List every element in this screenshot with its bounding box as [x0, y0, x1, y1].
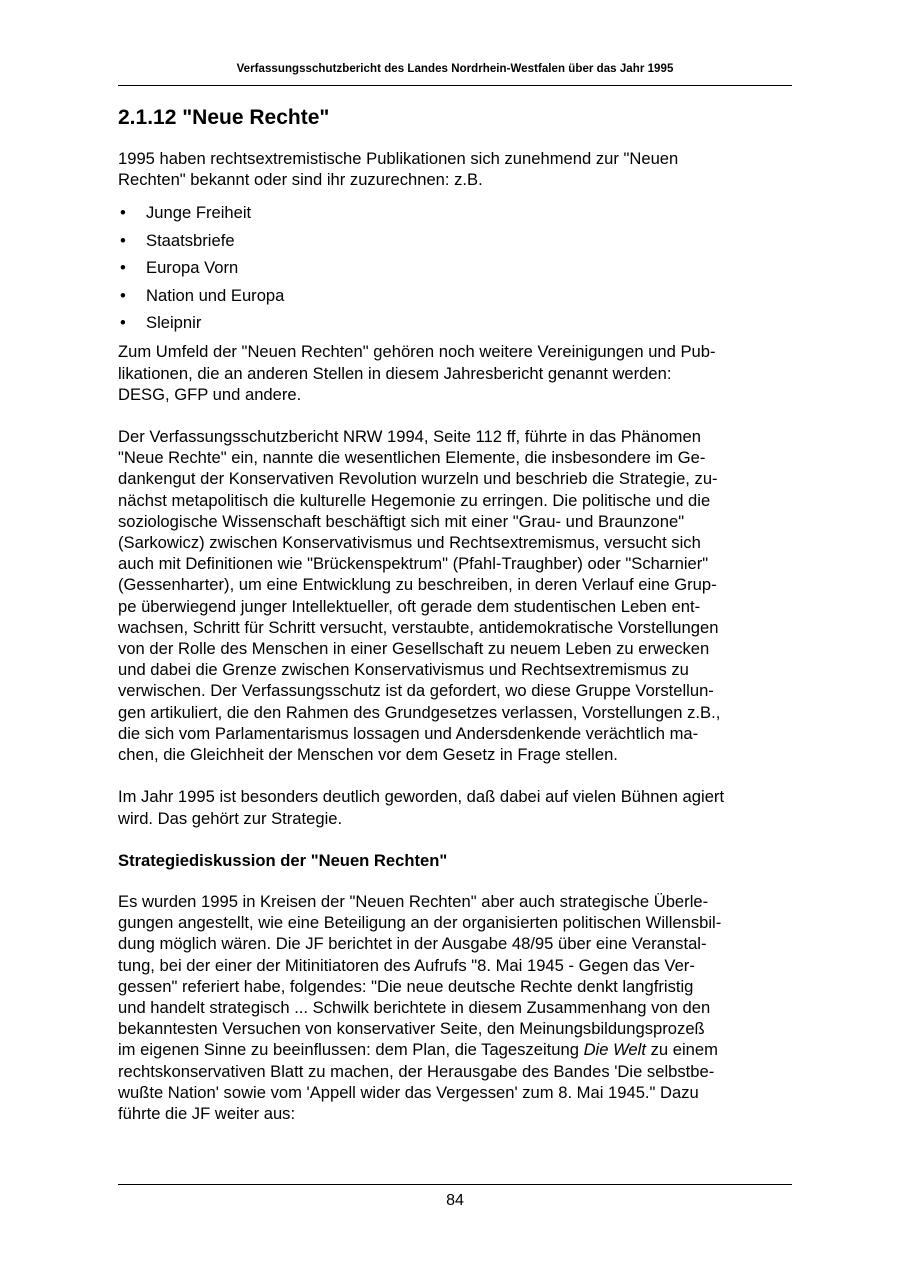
list-item-label: Staatsbriefe: [146, 230, 235, 250]
environment-paragraph: [118, 341, 792, 405]
text-line: gen artikuliert, die den Rahmen des Grundgesetzes verlassen, Vorstellungen z.B.,: [118, 702, 721, 722]
bullet-icon: •: [120, 313, 126, 333]
text-line: DESG, GFP und andere.: [118, 384, 302, 404]
bullet-icon: •: [120, 258, 126, 278]
bullet-icon: •: [120, 230, 126, 250]
section-title: 2.1.12 "Neue Rechte": [118, 106, 330, 129]
text-line: gungen angestellt, wie eine Beteiligung an der organisierten politischen Willensbil-: [118, 913, 722, 933]
list-item-label: Nation und Europa: [146, 285, 285, 305]
text-line: gessen" referiert habe, folgendes: "Die neue deutsche Rechte denkt langfristig: [118, 976, 694, 996]
text-line: likationen, die an anderen Stellen in diesem Jahresbericht genannt werden:: [118, 363, 672, 383]
text-line: wachsen, Schritt für Schritt versucht, verstaubte, antidemokratische Vorstellungen: [118, 617, 719, 637]
text-line: dung möglich wären. Die JF berichtet in der Ausgabe 48/95 über eine Veranstal-: [118, 934, 707, 954]
list-item-label: Junge Freiheit: [146, 203, 252, 223]
list-item: [118, 254, 792, 281]
text-line: dankengut der Konservativen Revolution wurzeln und beschrieb die Strategie, zu-: [118, 469, 718, 489]
bullet-icon: •: [120, 285, 126, 305]
strategy-paragraph: [118, 891, 792, 1124]
text-line: Rechten" bekannt oder sind ihr zuzurechnen: z.B.: [118, 170, 483, 190]
text-line: Es wurden 1995 in Kreisen der "Neuen Rechten" aber auch strategische Überle-: [118, 891, 709, 911]
list-item: [118, 199, 792, 226]
text-line: wußte Nation' sowie vom 'Appell wider das Vergessen' zum 8. Mai 1945." Dazu: [118, 1082, 699, 1102]
text-line: Zum Umfeld der "Neuen Rechten" gehören noch weitere Vereinigungen und Pub-: [118, 342, 716, 362]
text-line: rechtskonservativen Blatt zu machen, der Herausgabe des Bandes 'Die selbstbe-: [118, 1061, 715, 1081]
text-line: von der Rolle des Menschen in einer Gesellschaft zu neuem Leben zu erwecken: [118, 639, 710, 659]
text-line: zu einem: [645, 1040, 718, 1060]
footer-rule: [118, 1184, 792, 1185]
text-line: soziologische Wissenschaft beschäftigt sich mit einer "Grau- und Braunzone": [118, 511, 685, 531]
text-line: die sich vom Parlamentarismus lossagen und Andersdenkende verächtlich ma-: [118, 723, 699, 743]
running-header: Verfassungsschutzbericht des Landes Nordrhein-Westfalen über das Jahr 1995: [236, 63, 674, 75]
publication-list: [118, 199, 792, 336]
list-item-label: Europa Vorn: [146, 258, 239, 278]
text-line: (Gessenharter), um eine Entwicklung zu beschreiben, in deren Verlauf eine Grup-: [118, 575, 717, 595]
intro-paragraph: [118, 148, 792, 190]
text-line: 1995 haben rechtsextremistische Publikationen sich zunehmend zur "Neuen: [118, 149, 679, 168]
text-line: chen, die Gleichheit der Menschen vor dem Gesetz in Frage stellen.: [118, 745, 618, 765]
page-content: [118, 104, 792, 1124]
list-item: [118, 227, 792, 254]
text-line: und dabei die Grenze zwischen Konservativismus und Rechtsextremismus zu: [118, 660, 689, 680]
text-line: (Sarkowicz) zwischen Konservativismus und Rechtsextremismus, versucht sich: [118, 533, 701, 553]
list-item-label: Sleipnir: [146, 313, 202, 333]
text-line: bekanntesten Versuchen von konservativer Seite, den Meinungsbildungsprozeß: [118, 1019, 705, 1039]
text-line: im eigenen Sinne zu beeinflussen: dem Plan, die Tageszeitung: [118, 1040, 584, 1060]
text-line: Der Verfassungsschutzbericht NRW 1994, Seite 112 ff, führte in das Phänomen: [118, 427, 701, 447]
text-line: und handelt strategisch ... Schwilk berichtete in diesem Zusammenhang von den: [118, 997, 711, 1017]
list-item: [118, 309, 792, 336]
text-line: wird. Das gehört zur Strategie.: [118, 808, 343, 828]
stages-paragraph: [118, 786, 792, 828]
page-number: 84: [446, 1192, 464, 1209]
bullet-icon: •: [120, 203, 126, 223]
text-line: verwischen. Der Verfassungsschutz ist da gefordert, wo diese Gruppe Vorstellun-: [118, 681, 714, 701]
analysis-paragraph: [118, 426, 792, 765]
text-line: führte die JF weiter aus:: [118, 1103, 296, 1123]
list-item: [118, 282, 792, 309]
text-line: Im Jahr 1995 ist besonders deutlich geworden, daß dabei auf vielen Bühnen agiert: [118, 787, 725, 807]
text-line: tung, bei der einer der Mitinitiatoren des Aufrufs "8. Mai 1945 - Gegen das Ver-: [118, 955, 695, 975]
text-line: auch mit Definitionen wie "Brückenspektrum" (Pfahl-Traughber) oder "Scharnier": [118, 554, 709, 574]
subheading-strategy: Strategiediskussion der "Neuen Rechten": [118, 850, 448, 870]
header-rule: [118, 85, 792, 86]
text-line: "Neue Rechte" ein, nannte die wesentlichen Elemente, die insbesondere im Ge-: [118, 448, 706, 468]
newspaper-title: Die Welt: [583, 1040, 646, 1060]
text-line: nächst metapolitisch die kulturelle Hegemonie zu erringen. Die politische und die: [118, 490, 711, 510]
text-line: pe überwiegend junger Intellektueller, oft gerade dem studentischen Leben ent-: [118, 596, 701, 616]
